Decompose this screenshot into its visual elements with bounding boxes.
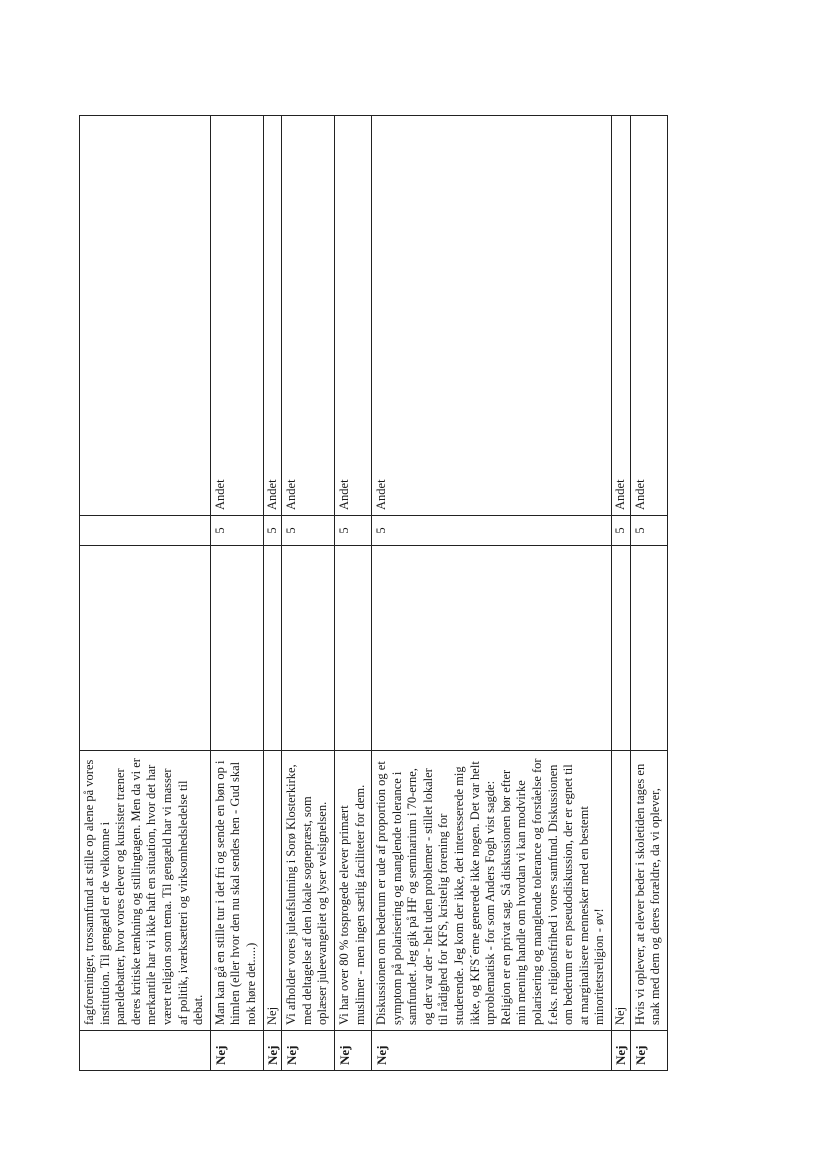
comment-cell — [630, 751, 667, 1031]
answer-cell: Nej — [263, 1031, 282, 1071]
comment-cell — [263, 751, 282, 1031]
comment-text: Nej — [613, 1006, 627, 1025]
comment-text: Hvis vi oplever, at elever beder i skoletiden tages en snak med dem og deres forældre, da vi oplever, — [632, 763, 663, 1025]
number-cell: 5 — [210, 516, 263, 546]
survey-responses-table — [79, 115, 668, 1071]
spacer-cell — [612, 546, 631, 751]
answer-cell: Nej — [210, 1031, 263, 1071]
comment-cell — [80, 751, 211, 1031]
answer-cell: Nej — [282, 1031, 335, 1071]
comment-cell — [372, 751, 612, 1031]
category-cell: Andet — [630, 116, 667, 516]
comment-text: Man kan gå en stille tur i det fri og sende en bøn op i himlen (eller hvor den nu skal sendes hen - Gud skal nok høre det.....) — [212, 760, 258, 1025]
spacer-cell — [372, 546, 612, 751]
table-row — [612, 116, 631, 1071]
number-cell: 5 — [263, 516, 282, 546]
number-cell: 5 — [282, 516, 335, 546]
category-cell: Andet — [210, 116, 263, 516]
answer-cell — [80, 1031, 211, 1071]
table-row — [334, 116, 371, 1071]
table-row — [80, 116, 211, 1071]
spacer-cell — [80, 546, 211, 751]
answer-cell: Nej — [372, 1031, 612, 1071]
spacer-cell — [210, 546, 263, 751]
number-cell: 5 — [630, 516, 667, 546]
table-row — [282, 116, 335, 1071]
comment-cell — [210, 751, 263, 1031]
number-cell: 5 — [612, 516, 631, 546]
category-cell: Andet — [263, 116, 282, 516]
comment-text: Diskussionen om bederum er ude af proportion og et symptom på polarisering og manglende tolerance i samfundet. Jeg gik på HF og seminarium i 70-erne, og der var der - helt uden problemer - stillet lokaler til rådighed for KFS, kristelig forening for studerende. Jeg kom der ikke, det interesserede mig ikke, og KFS´erne generede ikke nogen. Det var helt uproblematisk - for som Anders Fogh vist sagde: Religion er en privat sag. Så diskussionen bør efter min mening handle om hvordan vi kan modvirke polarisering og manglende tolerance og forståelse for f.eks. religionsfrihed i vores samfund. Diskussionen om bederum er en pseudodiskussion, der er egnet til at marginalisere mennesker med en bestemt minoritetsreligion - øv! — [374, 758, 607, 1025]
spacer-cell — [263, 546, 282, 751]
category-cell: Andet — [372, 116, 612, 516]
answer-cell: Nej — [630, 1031, 667, 1071]
number-cell — [80, 516, 211, 546]
comment-cell — [612, 751, 631, 1031]
table-row — [630, 116, 667, 1071]
comment-text: fagforeninger, trossamfund at stille op alene på vores institution. Til gengæld er de velkomne i paneldebatter, hvor vores elever og kursister træner deres kritiske tænkning og stillingtagen. Men da vi er merkantile har vi ikke haft en situation, hvor det har været religion som tema. Til gengæld har vi masser af politik, iværksætteri og virksomhedsledelse til debat. — [82, 758, 206, 1025]
answer-cell: Nej — [334, 1031, 371, 1071]
comment-cell — [282, 751, 335, 1031]
category-cell: Andet — [282, 116, 335, 516]
number-cell: 5 — [334, 516, 371, 546]
comment-text: Nej — [264, 1006, 279, 1025]
table-row — [372, 116, 612, 1071]
table-row — [263, 116, 282, 1071]
category-cell — [80, 116, 211, 516]
category-cell: Andet — [334, 116, 371, 516]
comment-text: Vi har over 80 % tosprogede elever primært muslimer - men ingen særlig faciliteter for dem. — [336, 784, 367, 1025]
spacer-cell — [334, 546, 371, 751]
comment-cell — [334, 751, 371, 1031]
spacer-cell — [282, 546, 335, 751]
category-cell: Andet — [612, 116, 631, 516]
rotated-table-wrapper — [79, 116, 739, 1071]
number-cell: 5 — [372, 516, 612, 546]
table-row — [210, 116, 263, 1071]
comment-text: Vi afholder vores juleafslutning i Sorø Klosterkirke, med deltagelse af den lokale sognepræst, som oplæser juleevangeliet og lyser velsignelsen. — [284, 764, 330, 1025]
answer-cell: Nej — [612, 1031, 631, 1071]
spacer-cell — [630, 546, 667, 751]
